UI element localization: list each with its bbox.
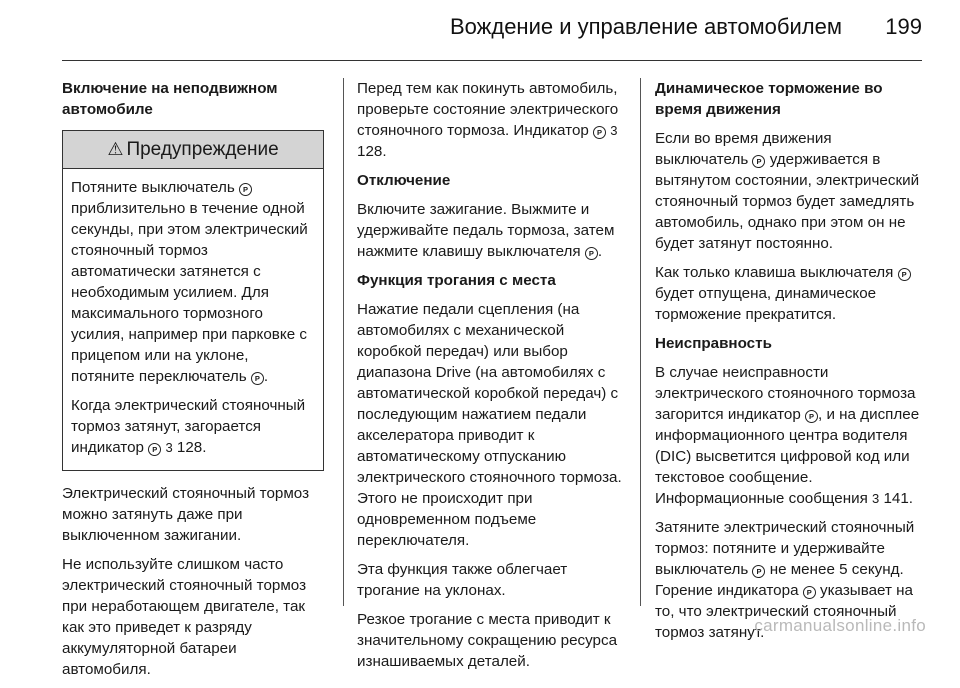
parking-brake-icon: P [898, 268, 911, 281]
paragraph: Электрический стояночный тормоз можно затянуть даже при выключенном зажигании. [62, 485, 310, 544]
parking-brake-icon: P [752, 565, 765, 578]
paragraph: Эта функция также облегчает трогание на уклонах. [357, 561, 568, 599]
column-divider [640, 78, 641, 606]
page-ref-arrow-icon: 3 [165, 440, 173, 455]
watermark: carmanualsonline.info [754, 616, 926, 635]
parking-brake-icon: P [593, 126, 606, 139]
section-heading: Неисправность [655, 335, 772, 352]
column-1 [62, 78, 324, 688]
parking-brake-icon: P [148, 443, 161, 456]
paragraph: Как только клавиша выключателя P будет отпущена, динамическое торможение прекратится. [655, 262, 925, 325]
paragraph: Затяните электрический стояночный тормоз: потяните и удерживайте выключатель P не менее 5 секунд. Горение индикатора P указывает на то, что электрический стояночный тормоз затянут. [655, 519, 915, 641]
parking-brake-icon: P [803, 586, 816, 599]
paragraph: Включите зажигание. Выжмите и удерживайте педаль тормоза, затем нажмите клавишу выключателя P . [357, 201, 615, 260]
paragraph: Нажатие педали сцепления (на автомобилях с механической коробкой передач) или выбор диапазона Drive (на автомобилях с автоматической коробкой передач) с последующим нажатием педали акселератора приводит к автоматическому отпусканию электрического стояночного тормоза. Этого не происходит при одновременном подъеме переключателя. [357, 301, 622, 549]
parking-brake-icon: P [251, 372, 264, 385]
parking-brake-icon: P [239, 183, 252, 196]
paragraph: Потяните выключатель P приблизительно в течение одной секунды, при этом электрический стояночный тормоз автоматически затянется с необходимым усилием. Для максимального тормозного усилия, например при парковке с прицепом или на уклоне, потяните переключатель P . [71, 179, 308, 385]
section-heading: Включение на неподвижном автомобиле [62, 80, 278, 118]
paragraph: В случае неисправности электрического стояночного тормоза загорится индикатор P , и на дисплее информационного центра водителя (DIC) высветится цифровой код или текстовое сообщение. Информационные сообщения 3 141. [655, 364, 920, 507]
page-ref-arrow-icon: 3 [872, 491, 880, 506]
column-2 [357, 78, 627, 680]
section-heading: Динамическое торможение во время движения [655, 80, 883, 118]
paragraph: Резкое трогание с места приводит к значительному сокращению ресурса изнашиваемых деталей. [357, 611, 618, 670]
paragraph: Не используйте слишком часто электрический стояночный тормоз при неработающем двигателе, так как это приведет к разряду аккумуляторной батареи автомобиля. [62, 556, 307, 678]
warning-triangle-icon: ⚠ [107, 139, 124, 159]
section-heading: Отключение [357, 172, 451, 189]
paragraph: Если во время движения выключатель P удерживается в вытянутом состоянии, электрический стояночный тормоз будет замедлять автомобиль, однако при этом он не будет затянут постоянно. [655, 130, 920, 252]
column-divider [343, 78, 344, 606]
page-title: Вождение и управление автомобилем [449, 14, 842, 39]
parking-brake-icon: P [585, 247, 598, 260]
brake-fault-icon: P [805, 410, 818, 423]
warning-box [62, 130, 324, 471]
column-3 [655, 78, 925, 651]
header-rule [62, 60, 922, 61]
parking-brake-icon: P [752, 155, 765, 168]
paragraph: Когда электрический стояночный тормоз затянут, загорается индикатор P 3 128. [71, 397, 306, 456]
page-header [0, 0, 960, 62]
page-ref-arrow-icon: 3 [610, 123, 618, 138]
warning-body [63, 169, 323, 470]
warning-header [63, 131, 323, 169]
paragraph: Перед тем как покинуть автомобиль, проверьте состояние электрического стояночного тормоза. Индикатор P 3 128. [357, 80, 619, 160]
warning-title: Предупреждение [126, 139, 279, 160]
section-heading: Функция трогания с места [357, 272, 556, 289]
page-number: 199 [885, 14, 922, 39]
